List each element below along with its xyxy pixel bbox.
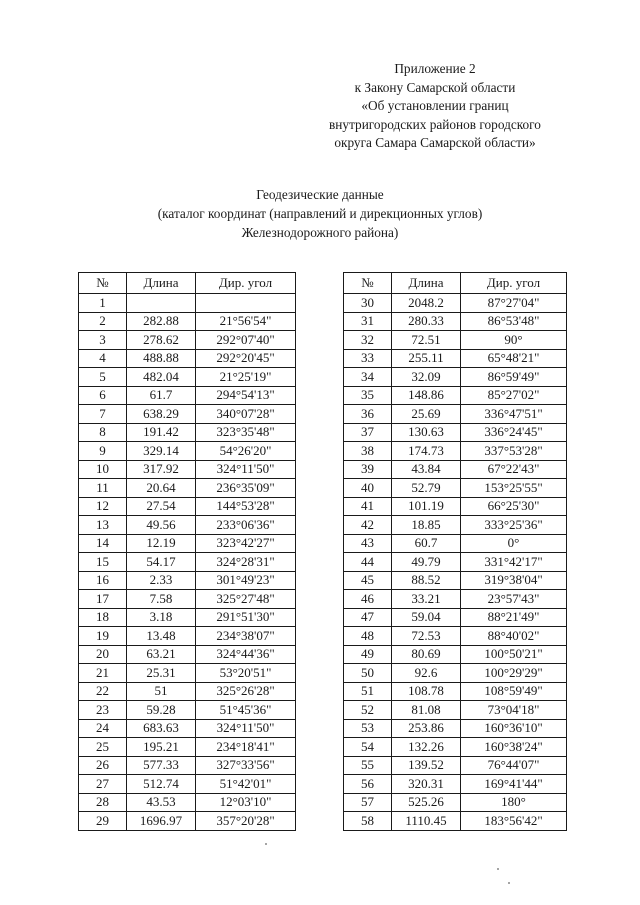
cell-number: 24 [79, 719, 127, 738]
cell-number: 57 [344, 793, 392, 812]
cell-length: 174.73 [392, 442, 461, 461]
cell-angle: 323°35'48" [196, 423, 296, 442]
title-line: Геодезические данные [256, 187, 384, 202]
cell-number: 20 [79, 645, 127, 664]
cell-angle: 169°41'44" [461, 775, 567, 794]
cell-length: 525.26 [392, 793, 461, 812]
cell-length: 278.62 [127, 331, 196, 350]
cell-number: 36 [344, 405, 392, 424]
cell-angle: 324°11'50" [196, 460, 296, 479]
cell-angle: 301°49'23" [196, 571, 296, 590]
table-row [79, 405, 296, 424]
table-row [79, 590, 296, 609]
header-length: Длина [392, 273, 461, 294]
cell-angle: 337°53'28" [461, 442, 567, 461]
cell-length: 282.88 [127, 312, 196, 331]
cell-length [127, 294, 196, 313]
cell-angle: 183°56'42" [461, 812, 567, 831]
header-number: № [344, 273, 392, 294]
cell-length: 63.21 [127, 645, 196, 664]
table-row [344, 553, 567, 572]
cell-number: 51 [344, 682, 392, 701]
title-line: (каталог координат (направлений и дирекционных углов) [157, 206, 483, 221]
cell-angle: 323°42'27" [196, 534, 296, 553]
cell-length: 18.85 [392, 516, 461, 535]
cell-angle: 324°28'31" [196, 553, 296, 572]
cell-number: 37 [344, 423, 392, 442]
header-angle: Дир. угол [196, 273, 296, 294]
cell-angle: 234°18'41" [196, 738, 296, 757]
cell-length: 88.52 [392, 571, 461, 590]
table-row [344, 682, 567, 701]
cell-angle: 21°56'54" [196, 312, 296, 331]
cell-angle: 336°24'45" [461, 423, 567, 442]
cell-length: 3.18 [127, 608, 196, 627]
cell-number: 26 [79, 756, 127, 775]
cell-number: 22 [79, 682, 127, 701]
table-row [79, 386, 296, 405]
cell-length: 1696.97 [127, 812, 196, 831]
cell-length: 1110.45 [392, 812, 461, 831]
cell-number: 29 [79, 812, 127, 831]
cell-length: 32.09 [392, 368, 461, 387]
table-row [79, 368, 296, 387]
cell-angle: 292°07'40" [196, 331, 296, 350]
cell-length: 59.04 [392, 608, 461, 627]
cell-number: 1 [79, 294, 127, 313]
cell-number: 55 [344, 756, 392, 775]
cell-angle: 66°25'30" [461, 497, 567, 516]
cell-number: 9 [79, 442, 127, 461]
coordinates-table-right [343, 272, 567, 831]
cell-angle: 88°21'49" [461, 608, 567, 627]
cell-number: 47 [344, 608, 392, 627]
table-row [344, 312, 567, 331]
cell-length: 482.04 [127, 368, 196, 387]
cell-length: 43.53 [127, 793, 196, 812]
table-row [344, 701, 567, 720]
cell-length: 52.79 [392, 479, 461, 498]
cell-angle: 23°57'43" [461, 590, 567, 609]
cell-length: 13.48 [127, 627, 196, 646]
cell-angle: 291°51'30" [196, 608, 296, 627]
cell-angle: 85°27'02" [461, 386, 567, 405]
table-row [79, 571, 296, 590]
cell-number: 13 [79, 516, 127, 535]
table-row [79, 479, 296, 498]
cell-number: 56 [344, 775, 392, 794]
cell-angle: 54°26'20" [196, 442, 296, 461]
cell-angle [196, 294, 296, 313]
table-row [344, 460, 567, 479]
table-row [344, 738, 567, 757]
cell-angle: 340°07'28" [196, 405, 296, 424]
table-row [79, 719, 296, 738]
cell-length: 101.19 [392, 497, 461, 516]
table-row [344, 516, 567, 535]
cell-length: 148.86 [392, 386, 461, 405]
cell-angle: 87°27'04" [461, 294, 567, 313]
table-row [79, 793, 296, 812]
cell-angle: 153°25'55" [461, 479, 567, 498]
cell-number: 34 [344, 368, 392, 387]
cell-number: 3 [79, 331, 127, 350]
table-row [79, 627, 296, 646]
table-row [344, 645, 567, 664]
cell-length: 317.92 [127, 460, 196, 479]
cell-angle: 160°36'10" [461, 719, 567, 738]
cell-length: 59.28 [127, 701, 196, 720]
appendix-line: к Закону Самарской области [354, 79, 516, 95]
cell-length: 25.69 [392, 405, 461, 424]
cell-angle: 86°53'48" [461, 312, 567, 331]
cell-number: 30 [344, 294, 392, 313]
table-row [79, 516, 296, 535]
table-row [344, 331, 567, 350]
table-row [79, 756, 296, 775]
cell-length: 253.86 [392, 719, 461, 738]
table-row [344, 756, 567, 775]
cell-number: 21 [79, 664, 127, 683]
cell-number: 33 [344, 349, 392, 368]
cell-angle: 236°35'09" [196, 479, 296, 498]
table-row [79, 442, 296, 461]
cell-number: 27 [79, 775, 127, 794]
cell-length: 60.7 [392, 534, 461, 553]
scan-speck [497, 868, 499, 870]
cell-number: 40 [344, 479, 392, 498]
cell-length: 7.58 [127, 590, 196, 609]
cell-number: 11 [79, 479, 127, 498]
cell-angle: 331°42'17" [461, 553, 567, 572]
cell-number: 4 [79, 349, 127, 368]
cell-angle: 73°04'18" [461, 701, 567, 720]
cell-angle: 325°27'48" [196, 590, 296, 609]
cell-length: 577.33 [127, 756, 196, 775]
cell-length: 139.52 [392, 756, 461, 775]
cell-number: 25 [79, 738, 127, 757]
cell-number: 52 [344, 701, 392, 720]
table-row [344, 368, 567, 387]
table-row [79, 738, 296, 757]
cell-length: 12.19 [127, 534, 196, 553]
table-row [79, 701, 296, 720]
cell-number: 2 [79, 312, 127, 331]
table-row [344, 793, 567, 812]
cell-number: 31 [344, 312, 392, 331]
cell-length: 92.6 [392, 664, 461, 683]
table-row [344, 442, 567, 461]
cell-length: 638.29 [127, 405, 196, 424]
table-header-row [79, 273, 296, 294]
cell-length: 320.31 [392, 775, 461, 794]
cell-length: 255.11 [392, 349, 461, 368]
cell-angle: 21°25'19" [196, 368, 296, 387]
cell-angle: 324°44'36" [196, 645, 296, 664]
cell-number: 6 [79, 386, 127, 405]
cell-angle: 325°26'28" [196, 682, 296, 701]
header-number: № [79, 273, 127, 294]
table-row [344, 608, 567, 627]
cell-angle: 324°11'50" [196, 719, 296, 738]
cell-length: 108.78 [392, 682, 461, 701]
table-row [79, 664, 296, 683]
cell-number: 44 [344, 553, 392, 572]
cell-number: 14 [79, 534, 127, 553]
cell-number: 46 [344, 590, 392, 609]
cell-length: 49.56 [127, 516, 196, 535]
cell-angle: 12°03'10" [196, 793, 296, 812]
cell-number: 18 [79, 608, 127, 627]
cell-angle: 90° [461, 331, 567, 350]
cell-angle: 65°48'21" [461, 349, 567, 368]
cell-number: 42 [344, 516, 392, 535]
cell-number: 35 [344, 386, 392, 405]
scan-speck [265, 843, 267, 845]
appendix-header [300, 60, 570, 153]
cell-angle: 108°59'49" [461, 682, 567, 701]
table-row [79, 534, 296, 553]
cell-angle: 333°25'36" [461, 516, 567, 535]
cell-length: 61.7 [127, 386, 196, 405]
table-row [79, 682, 296, 701]
cell-number: 8 [79, 423, 127, 442]
cell-angle: 144°53'28" [196, 497, 296, 516]
cell-length: 51 [127, 682, 196, 701]
table-row [79, 294, 296, 313]
table-row [79, 812, 296, 831]
table-row [79, 312, 296, 331]
cell-angle: 100°29'29" [461, 664, 567, 683]
cell-number: 54 [344, 738, 392, 757]
cell-number: 28 [79, 793, 127, 812]
table-row [79, 775, 296, 794]
scan-speck [508, 882, 510, 884]
cell-length: 25.31 [127, 664, 196, 683]
coordinates-table-left [78, 272, 296, 831]
table-row [79, 349, 296, 368]
cell-angle: 336°47'51" [461, 405, 567, 424]
table-row [344, 627, 567, 646]
table-row [344, 479, 567, 498]
cell-angle: 88°40'02" [461, 627, 567, 646]
cell-length: 54.17 [127, 553, 196, 572]
table-row [79, 608, 296, 627]
cell-number: 53 [344, 719, 392, 738]
cell-angle: 0° [461, 534, 567, 553]
cell-length: 72.53 [392, 627, 461, 646]
table-row [344, 294, 567, 313]
table-row [79, 331, 296, 350]
header-length: Длина [127, 273, 196, 294]
cell-angle: 292°20'45" [196, 349, 296, 368]
cell-length: 33.21 [392, 590, 461, 609]
cell-length: 2048.2 [392, 294, 461, 313]
cell-number: 41 [344, 497, 392, 516]
appendix-line: внутригородских районов городского [329, 116, 541, 132]
cell-angle: 160°38'24" [461, 738, 567, 757]
cell-angle: 76°44'07" [461, 756, 567, 775]
cell-number: 32 [344, 331, 392, 350]
cell-number: 48 [344, 627, 392, 646]
cell-angle: 100°50'21" [461, 645, 567, 664]
cell-length: 81.08 [392, 701, 461, 720]
table-row [344, 590, 567, 609]
cell-angle: 294°54'13" [196, 386, 296, 405]
cell-length: 329.14 [127, 442, 196, 461]
cell-number: 10 [79, 460, 127, 479]
cell-length: 43.84 [392, 460, 461, 479]
cell-number: 7 [79, 405, 127, 424]
cell-angle: 86°59'49" [461, 368, 567, 387]
cell-number: 12 [79, 497, 127, 516]
cell-number: 16 [79, 571, 127, 590]
cell-angle: 233°06'36" [196, 516, 296, 535]
cell-number: 58 [344, 812, 392, 831]
appendix-line: Приложение 2 [394, 61, 476, 76]
cell-number: 15 [79, 553, 127, 572]
cell-length: 191.42 [127, 423, 196, 442]
cell-length: 20.64 [127, 479, 196, 498]
table-row [344, 664, 567, 683]
table-row [344, 775, 567, 794]
table-row [344, 349, 567, 368]
table-row [79, 460, 296, 479]
cell-length: 49.79 [392, 553, 461, 572]
table-row [79, 553, 296, 572]
cell-number: 39 [344, 460, 392, 479]
table-row [344, 719, 567, 738]
cell-number: 23 [79, 701, 127, 720]
cell-number: 5 [79, 368, 127, 387]
cell-length: 27.54 [127, 497, 196, 516]
table-row [344, 386, 567, 405]
table-row [344, 497, 567, 516]
title-line: Железнодорожного района) [241, 225, 399, 240]
cell-number: 38 [344, 442, 392, 461]
cell-number: 50 [344, 664, 392, 683]
cell-angle: 67°22'43" [461, 460, 567, 479]
table-row [344, 423, 567, 442]
cell-angle: 180° [461, 793, 567, 812]
table-row [344, 405, 567, 424]
cell-length: 195.21 [127, 738, 196, 757]
cell-number: 19 [79, 627, 127, 646]
table-row [79, 423, 296, 442]
cell-number: 17 [79, 590, 127, 609]
table-row [79, 497, 296, 516]
cell-length: 488.88 [127, 349, 196, 368]
cell-length: 2.33 [127, 571, 196, 590]
table-row [344, 812, 567, 831]
appendix-line: округа Самара Самарской области» [334, 135, 536, 151]
cell-angle: 357°20'28" [196, 812, 296, 831]
cell-angle: 234°38'07" [196, 627, 296, 646]
cell-angle: 51°45'36" [196, 701, 296, 720]
table-header-row [344, 273, 567, 294]
appendix-line: «Об установлении границ [361, 98, 509, 114]
cell-length: 80.69 [392, 645, 461, 664]
table-row [344, 534, 567, 553]
cell-angle: 53°20'51" [196, 664, 296, 683]
table-row [79, 645, 296, 664]
cell-length: 512.74 [127, 775, 196, 794]
cell-length: 72.51 [392, 331, 461, 350]
cell-length: 130.63 [392, 423, 461, 442]
cell-angle: 327°33'56" [196, 756, 296, 775]
cell-angle: 51°42'01" [196, 775, 296, 794]
cell-number: 49 [344, 645, 392, 664]
table-row [344, 571, 567, 590]
cell-number: 45 [344, 571, 392, 590]
cell-number: 43 [344, 534, 392, 553]
document-title [80, 185, 560, 242]
header-angle: Дир. угол [461, 273, 567, 294]
cell-length: 683.63 [127, 719, 196, 738]
cell-length: 132.26 [392, 738, 461, 757]
cell-length: 280.33 [392, 312, 461, 331]
cell-angle: 319°38'04" [461, 571, 567, 590]
